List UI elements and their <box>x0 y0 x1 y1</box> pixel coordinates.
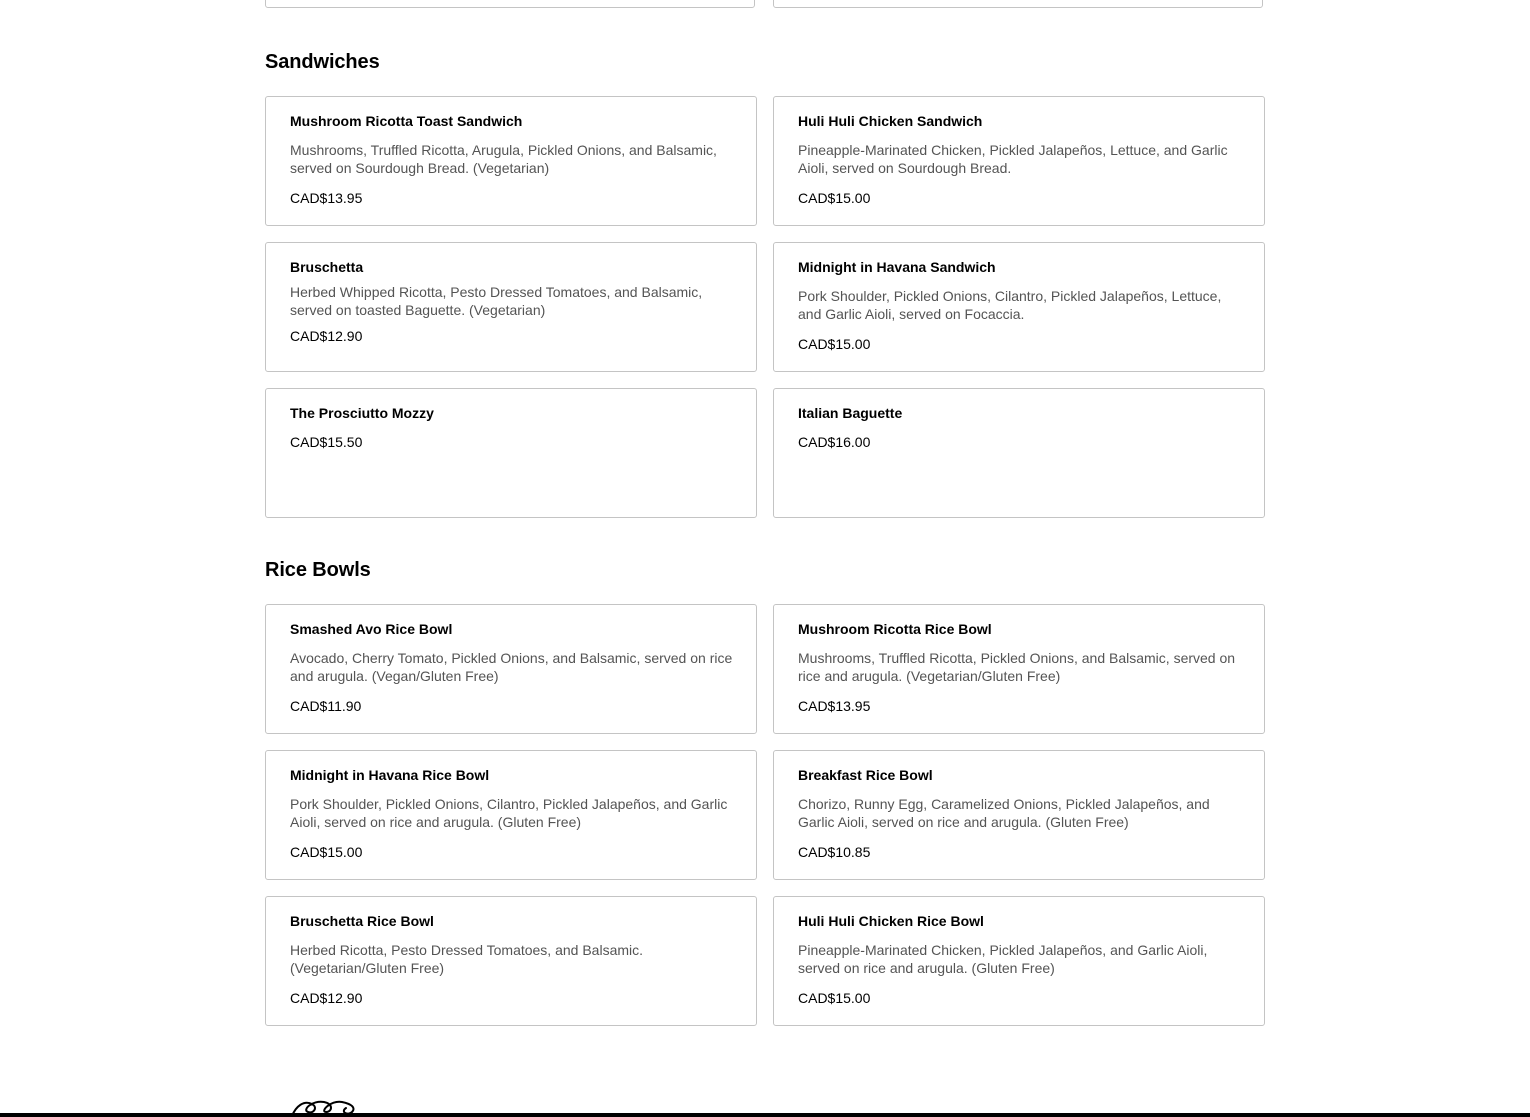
menu-item-price: CAD$15.00 <box>798 990 871 1006</box>
menu-item-card[interactable] <box>773 96 1265 226</box>
menu-item-card[interactable] <box>773 896 1265 1026</box>
menu-item-card[interactable] <box>265 242 757 372</box>
menu-item-card[interactable] <box>773 388 1265 518</box>
menu-item-price: CAD$15.00 <box>290 844 363 860</box>
menu-item-price: CAD$11.90 <box>290 698 362 714</box>
menu-item-price: CAD$13.95 <box>290 190 363 206</box>
menu-item-price: CAD$15.00 <box>798 190 871 206</box>
menu-item-name: Mushroom Ricotta Toast Sandwich <box>290 113 523 129</box>
menu-item-description: Pork Shoulder, Pickled Onions, Cilantro, Pickled Jalapeños, Lettuce, and Garlic Aioli, served on Focaccia. <box>798 288 1222 322</box>
menu-item-card-partial[interactable] <box>773 0 1263 8</box>
menu-item-name: The Prosciutto Mozzy <box>290 405 434 421</box>
menu-item-price: CAD$13.95 <box>798 698 871 714</box>
menu-item-name: Smashed Avo Rice Bowl <box>290 621 453 637</box>
menu-item-name: Breakfast Rice Bowl <box>798 767 933 783</box>
menu-item-price: CAD$15.00 <box>798 336 871 352</box>
menu-item-name: Midnight in Havana Sandwich <box>798 259 996 275</box>
menu-item-description: Avocado, Cherry Tomato, Pickled Onions, and Balsamic, served on rice and arugula. (Vegan/Gluten Free) <box>290 650 733 684</box>
menu-item-description: Mushrooms, Truffled Ricotta, Arugula, Pickled Onions, and Balsamic, served on Sourdough Bread. (Vegetarian) <box>290 142 717 176</box>
menu-item-card[interactable] <box>265 896 757 1026</box>
footer-bar <box>0 1113 1530 1117</box>
menu-item-description: Mushrooms, Truffled Ricotta, Pickled Onions, and Balsamic, served on rice and arugula. (Vegetarian/Gluten Free) <box>798 650 1236 684</box>
menu-item-name: Midnight in Havana Rice Bowl <box>290 767 490 783</box>
menu-item-price: CAD$12.90 <box>290 990 363 1006</box>
menu-item-description: Pineapple-Marinated Chicken, Pickled Jalapeños, Lettuce, and Garlic Aioli, served on Sourdough Bread. <box>798 142 1228 176</box>
section-title-rice-bowls: Rice Bowls <box>265 559 371 581</box>
menu-item-card[interactable] <box>265 604 757 734</box>
brand-logo-icon[interactable] <box>290 1098 360 1117</box>
menu-item-name: Bruschetta Rice Bowl <box>290 913 434 929</box>
menu-item-description: Herbed Whipped Ricotta, Pesto Dressed Tomatoes, and Balsamic, served on toasted Baguette. (Vegetarian) <box>290 284 703 318</box>
menu-item-price: CAD$15.50 <box>290 434 363 450</box>
menu-item-name: Huli Huli Chicken Rice Bowl <box>798 913 984 929</box>
menu-item-price: CAD$16.00 <box>798 434 871 450</box>
menu-item-name: Huli Huli Chicken Sandwich <box>798 113 983 129</box>
menu-item-name: Bruschetta <box>290 259 364 275</box>
menu-item-card[interactable] <box>773 604 1265 734</box>
menu-item-card[interactable] <box>773 242 1265 372</box>
menu-item-card[interactable] <box>265 96 757 226</box>
menu-item-card-partial[interactable] <box>265 0 755 8</box>
section-title-sandwiches: Sandwiches <box>265 51 380 73</box>
menu-item-description: Pineapple-Marinated Chicken, Pickled Jalapeños, and Garlic Aioli, served on rice and arugula. (Gluten Free) <box>798 942 1208 976</box>
menu-item-name: Italian Baguette <box>798 405 903 421</box>
menu-item-description: Pork Shoulder, Pickled Onions, Cilantro, Pickled Jalapeños, and Garlic Aioli, served on rice and arugula. (Gluten Free) <box>290 796 728 830</box>
menu-item-name: Mushroom Ricotta Rice Bowl <box>798 621 992 637</box>
menu-item-price: CAD$12.90 <box>290 328 363 344</box>
menu-item-price: CAD$10.85 <box>798 844 871 860</box>
menu-item-card[interactable] <box>265 750 757 880</box>
previous-section-row <box>265 0 1265 10</box>
menu-item-card[interactable] <box>773 750 1265 880</box>
menu-item-card[interactable] <box>265 388 757 518</box>
menu-item-description: Chorizo, Runny Egg, Caramelized Onions, Pickled Jalapeños, and Garlic Aioli, served on rice and arugula. (Gluten Free) <box>798 796 1210 830</box>
menu-item-description: Herbed Ricotta, Pesto Dressed Tomatoes, and Balsamic. (Vegetarian/Gluten Free) <box>290 942 644 976</box>
